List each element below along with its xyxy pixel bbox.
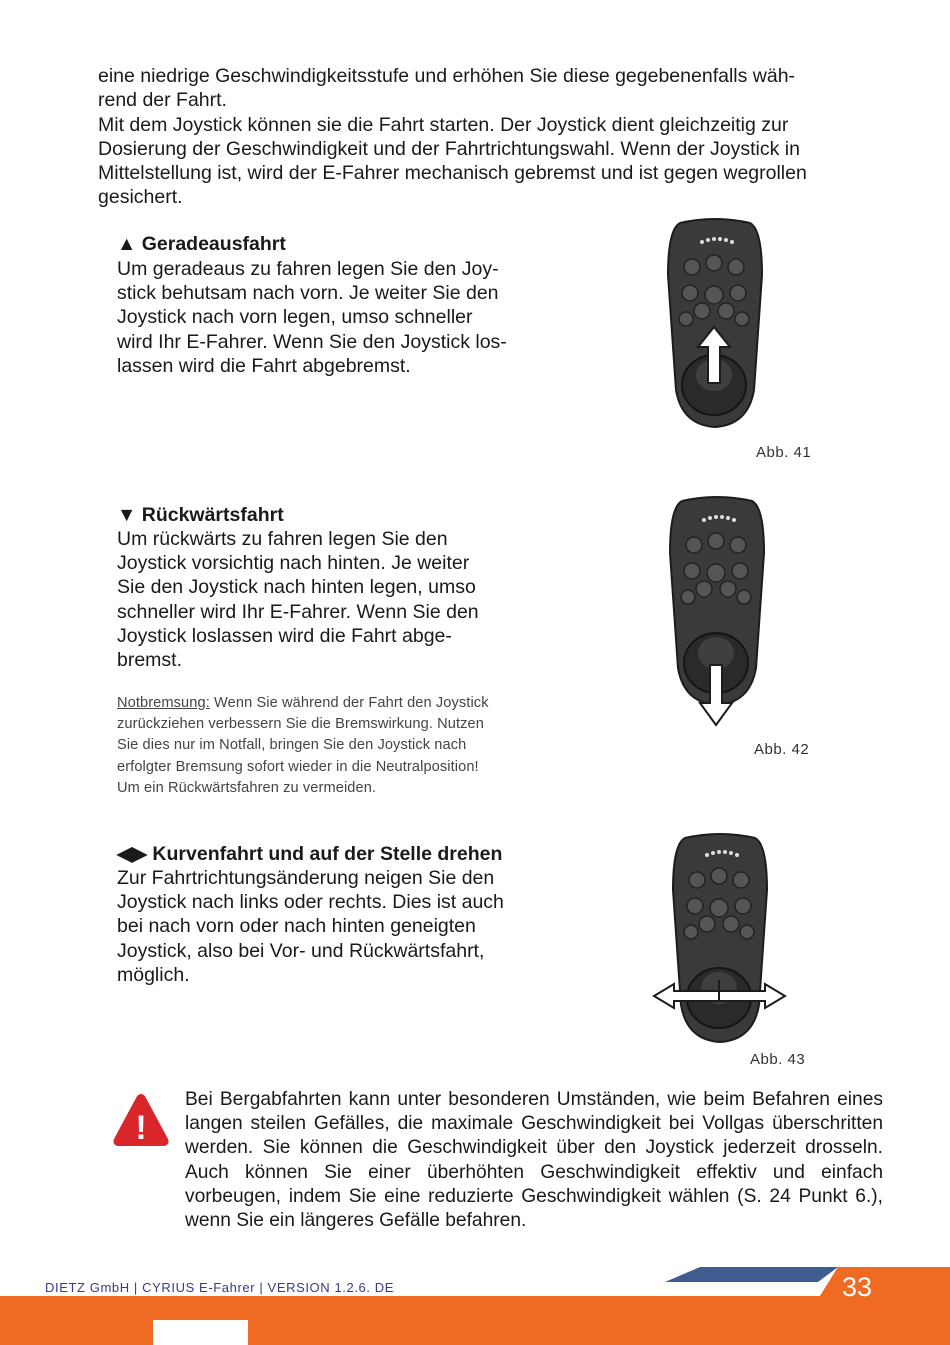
body-line: Um geradeaus zu fahren legen Sie den Joy- [117,258,499,280]
note-text: Wenn Sie während der Fahrt den Joystick [209,695,489,711]
section-title: Kurvenfahrt und auf der Stelle drehen [152,843,503,865]
body-line: lassen wird die Fahrt abgebremst. [117,354,411,377]
body-line: Joystick nach vorn legen, umso schneller [117,306,473,329]
intro-line-2: rend der Fahrt. [98,89,227,112]
down-triangle-icon: ▼ [117,504,137,526]
warning-text: Bei Bergabfahrten kann unter besonderen Umständen, wie beim Befahren eines langen steilen Gefälles, die maximale Geschwindigkeit bei Vollgas überschritten werden. Sie können die Geschwindigkeit über den Joystick jederzeit drosseln. Auch können Sie einer überhöhten Geschwindigkeit effektiv und einfach vorbeugen, indem Sie eine reduzierte Geschwindigkeit wählen (S. 24 Punkt 6.), wenn Sie ein längeres Gefälle befahren. [185,1089,883,1232]
figure-caption: Abb. 41 [756,444,812,461]
body-line: bei nach vorn oder nach hinten geneigten [117,915,476,938]
figure-caption: Abb. 43 [750,1051,806,1068]
body-line: wird Ihr E-Fahrer. Wenn Sie den Joystick los- [117,330,507,353]
section-body-turning [117,866,557,987]
section-title: Geradeausfahrt [141,233,286,255]
joystick-forward-figure [650,215,780,435]
warning-exclamation: ! [135,1109,147,1147]
body-line: bremst. [117,649,183,672]
intro-line-1: eine niedrige Geschwindigkeitsstufe und erhöhen Sie diese gegebenenfalls wäh- [98,65,796,87]
section-body-forward [117,257,547,378]
body-line: Um rückwärts zu fahren legen Sie den [117,528,448,550]
note-line: zurückziehen verbessern Sie die Bremswirkung. Nutzen [117,716,484,733]
body-line: Joystick loslassen wird die Fahrt abge- [117,624,452,647]
body-line: Joystick nach links oder rechts. Dies ist auch [117,891,504,914]
body-line: Zur Fahrtrichtungsänderung neigen Sie den [117,867,495,889]
figure-caption: Abb. 42 [754,741,810,758]
note-line: Um ein Rückwärtsfahren zu vermeiden. [117,779,377,796]
body-line: Joystick vorsichtig nach hinten. Je weiter [117,552,470,575]
up-triangle-icon: ▲ [117,233,137,255]
body-line: Sie den Joystick nach hinten legen, umso [117,576,476,599]
intro-paragraph-2: Mit dem Joystick können sie die Fahrt starten. Der Joystick dient gleichzeitig zur Dosierung der Geschwindigkeit und der Fahrtrichtungswahl. Wenn der Joystick in Mittelstellung ist, wird der E-Fahrer mechanisch gebremst und ist gegen wegrollen gesichert. [98,113,807,209]
body-line: stick behutsam nach vorn. Je weiter Sie den [117,282,499,305]
note-line: Sie dies nur im Notfall, bringen Sie den Joystick nach [117,737,467,754]
body-line: möglich. [117,963,190,986]
section-body-backward [117,527,547,672]
section-heading-turning [117,842,502,866]
body-line: schneller wird Ihr E-Fahrer. Wenn Sie den [117,600,479,623]
intro-text [98,64,878,210]
note-line-1 [117,693,547,714]
note-line: erfolgter Bremsung sofort wieder in die Neutralposition! [117,758,479,775]
footer-text: DIETZ GmbH | CYRIUS E-Fahrer | VERSION 1.2.6. DE [45,1280,395,1295]
section-heading-forward [117,232,286,256]
section-title: Rückwärtsfahrt [141,504,284,526]
footer-band [0,1262,950,1345]
joystick-backward-figure [652,493,782,733]
emergency-brake-note [117,693,547,799]
note-label: Notbremsung: [117,695,210,711]
joystick-turning-figure [650,830,790,1050]
left-right-triangles-icon: ◀▶ [117,843,147,865]
warning-icon [111,1091,171,1149]
body-line: Joystick, also bei Vor- und Rückwärtsfahrt, [117,939,485,962]
section-heading-backward [117,503,284,527]
page-number: 33 [842,1272,873,1302]
